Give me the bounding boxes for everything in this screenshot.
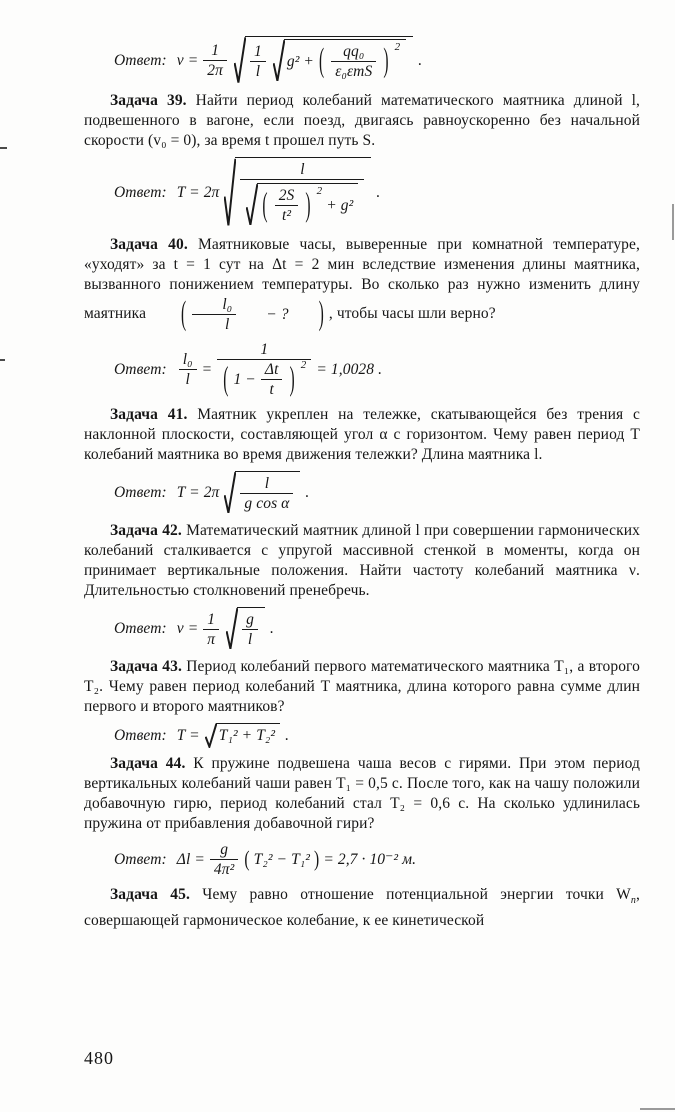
scan-artifact — [0, 147, 7, 149]
formula-end: . — [418, 51, 423, 69]
fraction — [275, 186, 299, 225]
answer-40 — [114, 340, 640, 399]
problem-39-title: Задача 39. — [110, 92, 187, 109]
numerator: g — [246, 611, 254, 628]
square-root — [205, 723, 280, 748]
problem-44-text: К пружине подвешена чаша весов с гирями. При этом период вертикальных колебаний чаши равен T₁ = 0,5 с. После того, как на чашу положили добавочную гирю, период колебаний стал T₂ = 0,6 с. На сколько удлинилась пружина от прибавления добавочной гири? — [84, 755, 640, 832]
radical-icon — [205, 723, 217, 748]
numerator: l₀ — [182, 351, 193, 368]
question-term: − ? — [266, 305, 289, 323]
answer-43 — [114, 723, 640, 748]
formula-end: . — [305, 484, 310, 501]
denominator: π — [203, 629, 219, 649]
term: + g² — [326, 197, 354, 214]
numerator: 2S — [278, 187, 295, 204]
numerator: l₀ — [222, 296, 233, 313]
right-paren: ) — [318, 294, 324, 333]
formula-end: . — [285, 726, 290, 744]
formula-lhs: ν = — [176, 620, 199, 637]
denominator: l — [179, 369, 197, 389]
problem-44-title: Задача 44. — [110, 755, 186, 772]
fraction — [179, 350, 197, 389]
problem-43-title: Задача 43. — [110, 658, 182, 675]
problem-44 — [84, 754, 640, 834]
numerator: 1 — [253, 42, 262, 60]
radicand — [257, 183, 358, 227]
left-paren: ( — [244, 846, 250, 872]
fraction — [192, 295, 236, 334]
radical-icon — [224, 471, 236, 515]
formula-39 — [177, 157, 381, 229]
numerator: qq₀ — [343, 43, 365, 60]
w-subscript: п — [630, 895, 637, 907]
left-paren: ( — [262, 186, 268, 225]
fraction — [210, 840, 238, 879]
radical-icon — [246, 183, 258, 227]
problem-45-title: Задача 45. — [110, 886, 190, 903]
numerator: 1 — [211, 42, 220, 59]
left-paren: ( — [318, 41, 325, 80]
problem-42 — [84, 521, 640, 601]
answer-label: Ответ: — [114, 360, 167, 378]
numerator: Δt — [264, 361, 279, 378]
radicand: T₁² + T₂² — [216, 723, 280, 748]
formula-lhs: T = 2π — [176, 184, 220, 201]
square-root — [224, 157, 371, 229]
formula-lhs: Δl = — [176, 850, 205, 868]
term: 1 − — [233, 371, 256, 388]
radical-icon — [224, 157, 236, 229]
radical-icon — [234, 36, 246, 85]
numerator: g — [220, 841, 229, 858]
fraction — [261, 360, 283, 399]
radicand — [237, 607, 265, 651]
fraction — [242, 610, 258, 649]
denominator: 4π² — [210, 859, 238, 879]
left-paren: ( — [181, 294, 187, 333]
answer-41 — [114, 471, 640, 515]
square-root — [224, 471, 300, 515]
denominator: t² — [275, 205, 299, 225]
square-root — [226, 607, 265, 651]
square-root — [234, 36, 413, 85]
problem-43-text: Период колебаний первого математического маятника T₁, а второго T₂. Чему равен период колебаний T маятника, длина которого равна сумме длин первого и второго маятников? — [84, 658, 640, 715]
scan-artifact — [640, 1108, 675, 1110]
answer-39 — [114, 157, 640, 229]
formula-end: . — [376, 184, 381, 201]
numerator: l — [300, 161, 305, 178]
answer-label: Ответ: — [114, 51, 167, 69]
scan-artifact — [0, 359, 5, 361]
answer-label: Ответ: — [114, 850, 167, 868]
problem-40-title: Задача 40. — [110, 236, 188, 253]
right-paren: ) — [289, 360, 295, 399]
fraction — [240, 160, 364, 227]
problem-41 — [84, 405, 640, 465]
answer-44 — [114, 840, 640, 879]
square-root — [273, 39, 406, 83]
answer-label: Ответ: — [114, 484, 167, 501]
exponent: 2 — [316, 185, 323, 197]
radicand — [245, 36, 413, 85]
exponent: 2 — [300, 359, 307, 371]
page-content — [84, 30, 640, 934]
denominator: l — [242, 629, 258, 649]
right-paren: ) — [305, 186, 311, 225]
problem-40-text-cont: , чтобы часы шли верно? — [328, 305, 496, 323]
numerator: l — [264, 475, 270, 492]
right-paren: ) — [383, 41, 389, 80]
fraction — [203, 41, 227, 80]
square-root — [246, 183, 358, 227]
numerator: 1 — [260, 341, 269, 358]
exponent: 2 — [394, 41, 401, 53]
fraction — [203, 610, 219, 649]
term: T₂² − T₁² — [253, 850, 311, 868]
formula-lhs: T = 2π — [176, 484, 220, 501]
formula-44 — [177, 840, 416, 879]
formula-result: = 1,0028 . — [316, 360, 383, 378]
problem-42-title: Задача 42. — [110, 522, 182, 539]
equals-sign: = — [201, 360, 213, 378]
formula-38 — [177, 36, 422, 85]
problem-42-text: Математический маятник длиной l при совершении гармонических колебаний сталкивается с упругой массивной стенкой в моменты, когда он принимает вертикальные положения. Найти частоту колебаний маятника ν. Длительностью столкновений пренебречь. — [84, 522, 640, 599]
fraction — [240, 474, 293, 513]
fraction — [250, 42, 266, 81]
fraction — [331, 42, 376, 81]
problem-45-text: Чему равно отношение потенциальной энергии точки W — [202, 886, 631, 903]
left-paren: ( — [223, 360, 229, 399]
formula-41 — [177, 471, 310, 515]
right-paren: ) — [314, 846, 320, 872]
answer-label: Ответ: — [114, 184, 167, 201]
denominator: l — [192, 314, 236, 334]
answer-label: Ответ: — [114, 726, 167, 744]
radicand — [284, 39, 406, 83]
radicand — [235, 157, 371, 229]
denominator: l — [250, 61, 266, 81]
radicand — [235, 471, 300, 515]
radical-icon — [226, 607, 238, 651]
formula-42 — [177, 607, 274, 651]
denominator — [217, 359, 311, 399]
denominator: ε₀εmS — [331, 61, 376, 81]
answer-42 — [114, 607, 640, 651]
inline-formula-40 — [153, 295, 326, 334]
numerator: 1 — [207, 610, 216, 628]
answer-label: Ответ: — [114, 620, 167, 637]
scan-artifact — [672, 204, 674, 240]
denominator: 2π — [203, 60, 227, 80]
formula-40 — [177, 340, 382, 399]
problem-40-text: Маятниковые часы, выверенные при комнатной температуре, «уходят» за t = 1 сут на Δt = 2 мин вследствие изменения длины маятника, вызванного понижением температуры. Во сколько раз нужно изменить длину маятника — [84, 236, 640, 323]
problem-40 — [84, 235, 640, 334]
formula-end: . — [270, 620, 274, 637]
problem-39-text: Найти период колебаний математического маятника длиной l, подвешенного в вагоне, если поезд, двигаясь равноускоренно без начальной скорости (v₀ = 0), за время t прошел путь S. — [84, 92, 640, 149]
denominator — [240, 179, 364, 227]
denominator: g cos α — [240, 493, 293, 513]
page-number: 480 — [84, 1048, 114, 1068]
formula-lhs: ν = — [176, 51, 199, 69]
formula-43 — [177, 723, 289, 748]
radical-icon — [273, 39, 285, 83]
problem-41-text: Маятник укреплен на тележке, скатывающейся без трения с наклонной плоскости, составляющей угол α с горизонтом. Чему равен период T колебаний маятника во время движения тележки? Длина маятника l. — [84, 406, 640, 463]
term: g² + — [286, 52, 314, 70]
answer-38 — [114, 36, 640, 85]
problem-45 — [84, 885, 640, 931]
fraction — [217, 340, 311, 399]
denominator: t — [261, 379, 283, 399]
problem-45-text-cont: , совершающей гармоническое колебание, к ее кинетической — [84, 886, 640, 930]
formula-result: = 2,7 · 10⁻² м. — [323, 850, 417, 868]
problem-39 — [84, 91, 640, 151]
problem-43 — [84, 657, 640, 717]
problem-41-title: Задача 41. — [110, 406, 188, 423]
formula-lhs: T = — [176, 726, 200, 744]
